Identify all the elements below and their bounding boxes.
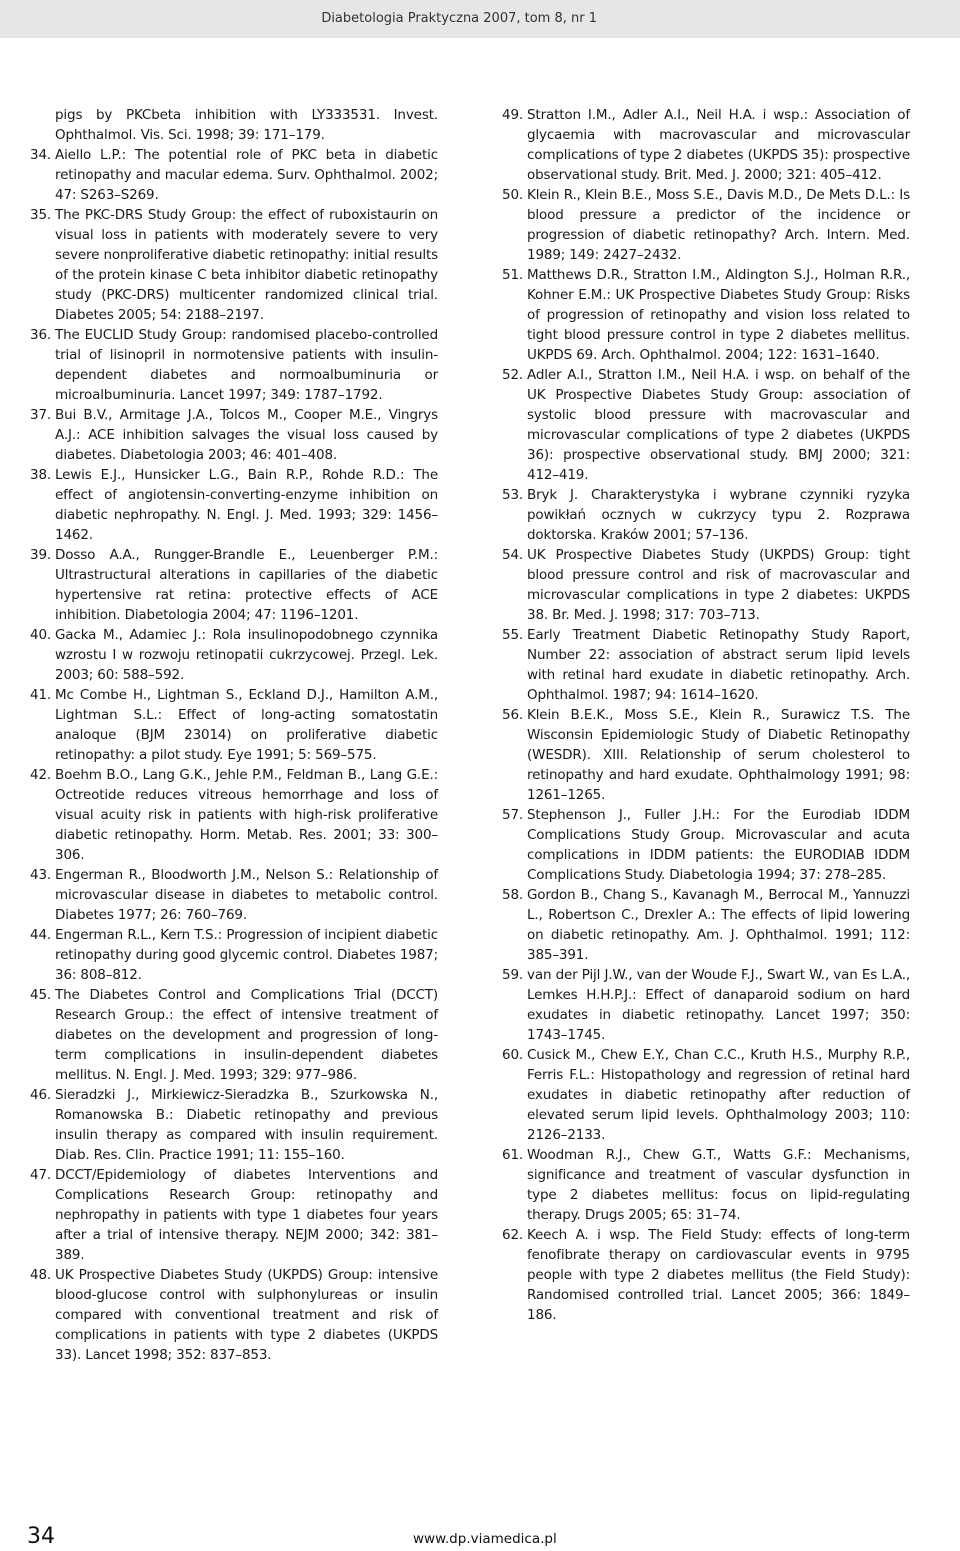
reference-number: 58.: [502, 887, 524, 903]
page-number: 34: [27, 1524, 55, 1549]
reference-item: [30, 1165, 438, 1265]
reference-text: Bryk J. Charakterystyka i wybrane czynniki ryzyka powikłań ocznych w cukrzycy typu 2. Rozprawa doktorska. Kraków 2001; 57–136.: [527, 487, 910, 543]
reference-text: Sieradzki J., Mirkiewicz-Sieradzka B., Szurkowska N., Romanowska B.: Diabetic retinopathy and previous insulin therapy as compared with insulin requirement. Diab. Res. Clin. Practice 1991; 11: 155–160.: [55, 1087, 438, 1163]
reference-item: [30, 205, 438, 325]
left-column: [30, 105, 438, 1365]
reference-text: Klein R., Klein B.E., Moss S.E., Davis M.D., De Mets D.L.: Is blood pressure a predictor of the incidence or progression of diabetic retinopathy? Arch. Intern. Med. 1989; 149: 2427–2432.: [527, 187, 910, 263]
reference-text: The PKC-DRS Study Group: the effect of ruboxistaurin on visual loss in patients with moderately severe to very severe nonproliferative diabetic retinopathy: initial results of the protein kinase C beta inhibitor diabetic retinopathy study (PKC-DRS) multicenter randomized clinical trial. Diabetes 2005; 54: 2188–2197.: [55, 207, 438, 323]
reference-text: Keech A. i wsp. The Field Study: effects of long-term fenofibrate therapy on cardiovascular events in 9795 people with type 2 diabetes mellitus (the Field Study): Randomised controlled trial. Lancet 2005; 366: 1849–186.: [527, 1227, 910, 1323]
reference-text: Dosso A.A., Rungger-Brandle E., Leuenberger P.M.: Ultrastructural alterations in capillaries of the diabetic hypertensive rat retina: protective effects of ACE inhibition. Diabetologia 2004; 47: 1196–1201.: [55, 547, 438, 623]
reference-item: [502, 545, 910, 625]
reference-item: [502, 365, 910, 485]
reference-item: [30, 545, 438, 625]
reference-item: [502, 105, 910, 185]
reference-text: The EUCLID Study Group: randomised placebo-controlled trial of lisinopril in normotensive patients with insulin-dependent diabetes and normoalbuminuria or microalbuminuria. Lancet 1997; 349: 1787–1792.: [55, 327, 438, 403]
reference-number: 43.: [30, 867, 52, 883]
reference-number: 46.: [30, 1087, 52, 1103]
reference-text: Boehm B.O., Lang G.K., Jehle P.M., Feldman B., Lang G.E.: Octreotide reduces vitreous hemorrhage and loss of visual acuity risk in patients with high-risk proliferative diabetic retinopathy. Horm. Metab. Res. 2001; 33: 300–306.: [55, 767, 438, 863]
reference-number: 41.: [30, 687, 52, 703]
footer-url: www.dp.viamedica.pl: [413, 1531, 557, 1547]
reference-text: UK Prospective Diabetes Study (UKPDS) Group: tight blood pressure control and risk of macrovascular and microvascular complications in type 2 diabetes: UKPDS 38. Br. Med. J. 1998; 317: 703–713.: [527, 547, 910, 623]
reference-number: 51.: [502, 267, 524, 283]
reference-number: 35.: [30, 207, 52, 223]
reference-text: The Diabetes Control and Complications Trial (DCCT) Research Group.: the effect of intensive treatment of diabetes on the development and progression of long-term complications in insulin-dependent diabetes mellitus. N. Engl. J. Med. 1993; 329: 977–986.: [55, 987, 438, 1083]
reference-number: 39.: [30, 547, 52, 563]
reference-item: [30, 145, 438, 205]
reference-text: Cusick M., Chew E.Y., Chan C.C., Kruth H.S., Murphy R.P., Ferris F.L.: Histopathology and regression of retinal hard exudates in diabetic retinopathy after reduction of elevated serum lipid levels. Ophthalmology 2003; 110: 2126–2133.: [527, 1047, 910, 1143]
reference-item: [502, 265, 910, 365]
reference-number: 45.: [30, 987, 52, 1003]
reference-number: 54.: [502, 547, 524, 563]
reference-text: Gordon B., Chang S., Kavanagh M., Berrocal M., Yannuzzi L., Robertson C., Drexler A.: The effects of lipid lowering on diabetic retinopathy. Am. J. Ophthalmol. 1991; 112: 385–391.: [527, 887, 910, 963]
reference-text: Bui B.V., Armitage J.A., Tolcos M., Cooper M.E., Vingrys A.J.: ACE inhibition salvages the visual loss caused by diabetes. Diabetologia 2003; 46: 401–408.: [55, 407, 438, 463]
reference-text: Klein B.E.K., Moss S.E., Klein R., Surawicz T.S. The Wisconsin Epidemiologic Study of Diabetic Retinopathy (WESDR). XIII. Relationship of serum cholesterol to retinopathy and hard exudate. Ophthalmology 1991; 98: 1261–1265.: [527, 707, 910, 803]
reference-number: 44.: [30, 927, 52, 943]
reference-item: [502, 805, 910, 885]
reference-number: 57.: [502, 807, 524, 823]
journal-title: Diabetologia Praktyczna 2007, tom 8, nr 1: [321, 11, 597, 26]
reference-text: Adler A.I., Stratton I.M., Neil H.A. i wsp. on behalf of the UK Prospective Diabetes Study Group: association of systolic blood pressure with macrovascular and microvascular complications of type 2 diabetes (UKPDS 36): prospective observational study. BMJ 2000; 321: 412–419.: [527, 367, 910, 483]
reference-number: 36.: [30, 327, 52, 343]
reference-item: [502, 1225, 910, 1325]
reference-text: Gacka M., Adamiec J.: Rola insulinopodobnego czynnika wzrostu I w rozwoju retinopatii cukrzycowej. Przegl. Lek. 2003; 60: 588–592.: [55, 627, 438, 683]
reference-text: UK Prospective Diabetes Study (UKPDS) Group: intensive blood-glucose control with sulphonylureas or insulin compared with conventional treatment and risk of complications in patients with type 2 diabetes (UKPDS 33). Lancet 1998; 352: 837–853.: [55, 1267, 438, 1363]
reference-number: 62.: [502, 1227, 524, 1243]
reference-text: Stratton I.M., Adler A.I., Neil H.A. i wsp.: Association of glycaemia with macrovascular and microvascular complications of type 2 diabetes (UKPDS 35): prospective observational study. Brit. Med. J. 2000; 321: 405–412.: [527, 107, 910, 183]
reference-number: 47.: [30, 1167, 52, 1183]
reference-continuation: pigs by PKCbeta inhibition with LY333531. Invest. Ophthalmol. Vis. Sci. 1998; 39: 171–179.: [55, 107, 438, 143]
reference-number: 61.: [502, 1147, 524, 1163]
reference-number: 60.: [502, 1047, 524, 1063]
reference-text: Engerman R., Bloodworth J.M., Nelson S.: Relationship of microvascular disease in diabetes to metabolic control. Diabetes 1977; 26: 760–769.: [55, 867, 438, 923]
reference-item: [30, 685, 438, 765]
reference-item: [30, 985, 438, 1085]
reference-text: van der Pijl J.W., van der Woude F.J., Swart W., van Es L.A., Lemkes H.H.P.J.: Effect of danaparoid sodium on hard exudates in diabetic retinopathy. Lancet 1997; 350: 1743–1745.: [527, 967, 910, 1043]
reference-number: 50.: [502, 187, 524, 203]
reference-text: Early Treatment Diabetic Retinopathy Study Raport, Number 22: association of abstract serum lipid levels with retinal hard exudate in diabetic retinopathy. Arch. Ophthalmol. 1987; 94: 1614–1620.: [527, 627, 910, 703]
reference-number: 42.: [30, 767, 52, 783]
reference-number: 55.: [502, 627, 524, 643]
right-column: [502, 105, 910, 1325]
reference-text: Woodman R.J., Chew G.T., Watts G.F.: Mechanisms, significance and treatment of vascular dysfunction in type 2 diabetes mellitus: focus on lipid-regulating therapy. Drugs 2005; 65: 31–74.: [527, 1147, 910, 1223]
reference-text: Mc Combe H., Lightman S., Eckland D.J., Hamilton A.M., Lightman S.L.: Effect of long-acting somatostatin analoque (BJM 23014) on proliferative diabetic retinopathy: a pilot study. Eye 1991; 5: 569–575.: [55, 687, 438, 763]
reference-item: [30, 865, 438, 925]
reference-text: Matthews D.R., Stratton I.M., Aldington S.J., Holman R.R., Kohner E.M.: UK Prospective Diabetes Study Group: Risks of progression of retinopathy and vision loss related to tight blood pressure control in type 2 diabetes mellitus. UKPDS 69. Arch. Ophthalmol. 2004; 122: 1631–1640.: [527, 267, 910, 363]
reference-item: [30, 405, 438, 465]
reference-item: [30, 765, 438, 865]
reference-item: [502, 1145, 910, 1225]
reference-text: Engerman R.L., Kern T.S.: Progression of incipient diabetic retinopathy during good glycemic control. Diabetes 1987; 36: 808–812.: [55, 927, 438, 983]
right-reference-list: [502, 105, 910, 1325]
running-header: [0, 0, 960, 38]
reference-text: Lewis E.J., Hunsicker L.G., Bain R.P., Rohde R.D.: The effect of angiotensin-converting-enzyme inhibition on diabetic nephropathy. N. Engl. J. Med. 1993; 329: 1456–1462.: [55, 467, 438, 543]
reference-number: 38.: [30, 467, 52, 483]
reference-item: [30, 925, 438, 985]
reference-item: [502, 705, 910, 805]
reference-text: Stephenson J., Fuller J.H.: For the Eurodiab IDDM Complications Study Group. Microvascular and acuta complications in IDDM patients: the EURODIAB IDDM Complications Study. Diabetologia 1994; 37: 278–285.: [527, 807, 910, 883]
reference-text: Aiello L.P.: The potential role of PKC beta in diabetic retinopathy and macular edema. Surv. Ophthalmol. 2002; 47: S263–S269.: [55, 147, 438, 203]
reference-number: 59.: [502, 967, 524, 983]
reference-item: [30, 625, 438, 685]
reference-item: [30, 325, 438, 405]
reference-number: 48.: [30, 1267, 52, 1283]
reference-number: 37.: [30, 407, 52, 423]
reference-item: [502, 485, 910, 545]
reference-text: DCCT/Epidemiology of diabetes Interventions and Complications Research Group: retinopathy and nephropathy in patients with type 1 diabetes four years after a trial of intensive therapy. NEJM 2000; 342: 381–389.: [55, 1167, 438, 1263]
reference-item: [502, 965, 910, 1045]
reference-item: [502, 1045, 910, 1145]
reference-number: 40.: [30, 627, 52, 643]
reference-item: [502, 185, 910, 265]
reference-item: [502, 885, 910, 965]
reference-item: [30, 465, 438, 545]
reference-item: [30, 1265, 438, 1365]
reference-number: 34.: [30, 147, 52, 163]
reference-number: 53.: [502, 487, 524, 503]
reference-number: 56.: [502, 707, 524, 723]
left-reference-list: [30, 145, 438, 1365]
reference-item: [502, 625, 910, 705]
reference-number: 49.: [502, 107, 524, 123]
reference-number: 52.: [502, 367, 524, 383]
reference-item: [30, 1085, 438, 1165]
